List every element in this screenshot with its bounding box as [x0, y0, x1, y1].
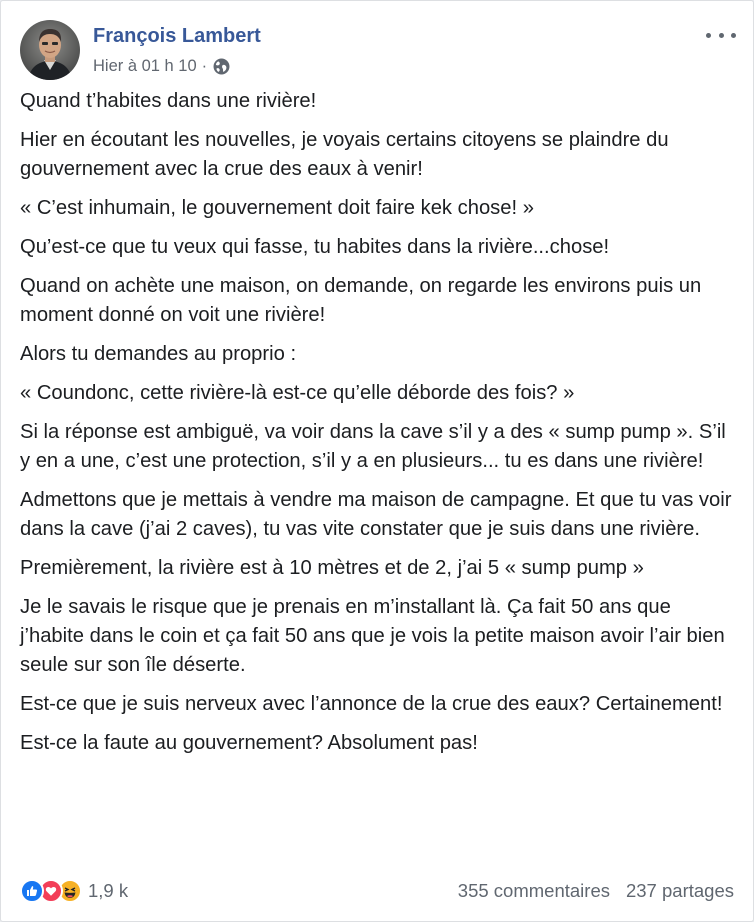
post-paragraph: Est-ce la faute au gouvernement? Absolument pas!	[20, 732, 478, 754]
avatar[interactable]	[20, 20, 80, 80]
globe-icon[interactable]	[213, 58, 230, 75]
author-name[interactable]: François Lambert	[93, 25, 261, 47]
more-dot	[719, 33, 724, 38]
more-dot	[731, 33, 736, 38]
like-icon	[20, 879, 44, 903]
post-paragraph: Je le savais le risque que je prenais en m’installant là. Ça fait 50 ans que j’habite dans le coin et ça fait 50 ans que je vois la petite maison avoir l’air bien seule sur son île déserte.	[20, 596, 725, 676]
reaction-icons	[20, 879, 82, 903]
post-timestamp[interactable]: Hier à 01 h 10	[93, 57, 197, 75]
post-meta	[93, 57, 230, 76]
more-options-icon[interactable]	[706, 26, 736, 44]
post-stats	[458, 880, 734, 902]
post-paragraph: Est-ce que je suis nerveux avec l’annonce de la crue des eaux? Certainement!	[20, 693, 723, 715]
post-paragraph: Premièrement, la rivière est à 10 mètres et de 2, j’ai 5 « sump pump »	[20, 557, 644, 579]
post-paragraph: Alors tu demandes au proprio :	[20, 343, 297, 365]
post-body	[20, 87, 736, 768]
post-paragraph: Qu’est-ce que tu veux qui fasse, tu habites dans la rivière...chose!	[20, 236, 610, 258]
post-paragraph: Si la réponse est ambiguë, va voir dans la cave s’il y a des « sump pump ». S’il y en a une, c’est une protection, s’il y a en plusieurs... tu es dans une rivière!	[20, 421, 726, 472]
meta-separator: ·	[201, 57, 208, 75]
post-paragraph: Quand on achète une maison, on demande, on regarde les environs puis un moment donné on voit une rivière!	[20, 275, 702, 326]
post-paragraph: « Coundonc, cette rivière-là est-ce qu’elle déborde des fois? »	[20, 382, 575, 404]
post-paragraph: « C’est inhumain, le gouvernement doit faire kek chose! »	[20, 197, 534, 219]
post-header	[20, 20, 736, 82]
more-dot	[706, 33, 711, 38]
post-footer	[20, 875, 734, 907]
reactions-count: 1,9 k	[88, 880, 129, 901]
comments-count-link[interactable]: 355 commentaires	[457, 880, 610, 901]
post-paragraph: Hier en écoutant les nouvelles, je voyais certains citoyens se plaindre du gouvernement avec la crue des eaux à venir!	[20, 129, 669, 180]
avatar-photo	[20, 20, 80, 80]
reactions-summary[interactable]	[20, 879, 128, 903]
shares-count-link[interactable]: 237 partages	[625, 880, 734, 901]
post-paragraph: Quand t’habites dans une rivière!	[20, 90, 317, 112]
post-paragraph: Admettons que je mettais à vendre ma maison de campagne. Et que tu vas voir dans la cave (j’ai 2 caves), tu vas vite constater que je suis dans une rivière.	[20, 489, 732, 540]
